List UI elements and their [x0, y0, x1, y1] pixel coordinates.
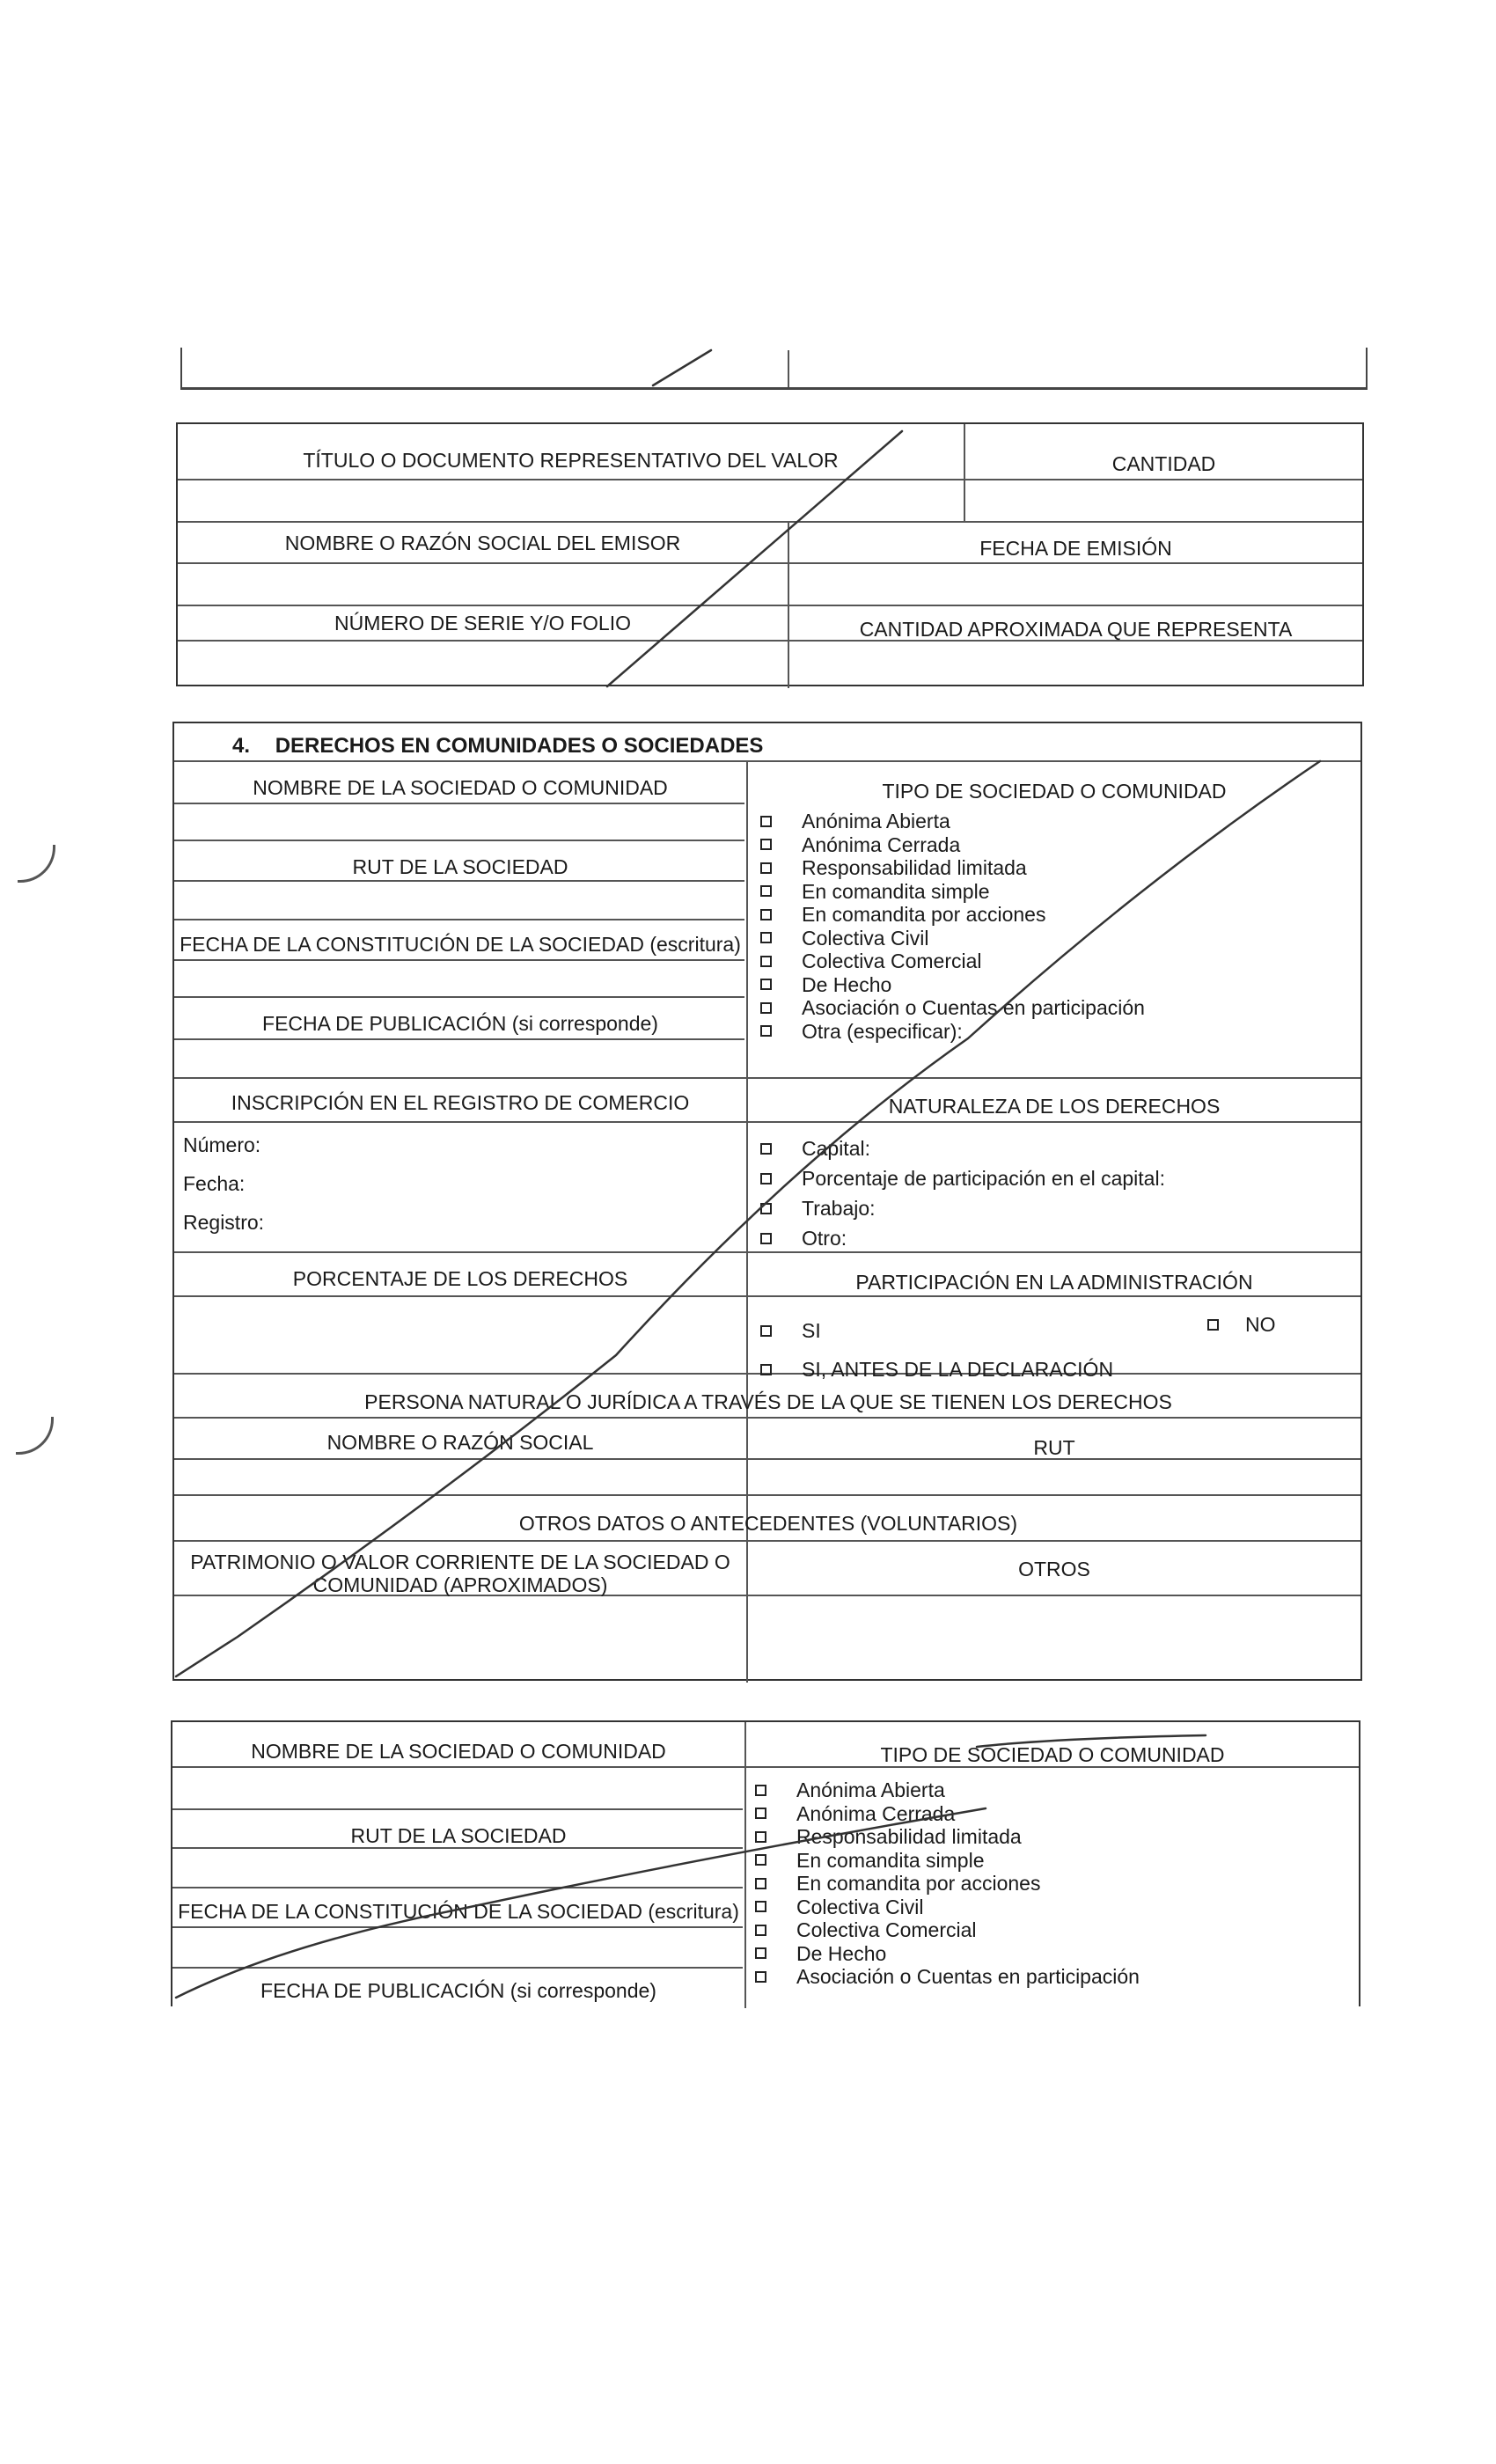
company-type-option[interactable]: En comandita por acciones	[760, 903, 1145, 927]
equity-value-label-2: COMUNIDAD (APROXIMADOS)	[312, 1573, 608, 1596]
company-type-option[interactable]: En comandita por acciones	[755, 1872, 1140, 1896]
publication-date-label: FECHA DE PUBLICACIÓN (si corresponde)	[260, 1979, 656, 2002]
company-type-label: TIPO DE SOCIEDAD O COMUNIDAD	[882, 780, 1227, 803]
company-type-option[interactable]: De Hecho	[760, 973, 1145, 997]
rights-nature-option[interactable]: Porcentaje de participación en el capital:	[760, 1163, 1165, 1193]
constitution-date-label: FECHA DE LA CONSTITUCIÓN DE LA SOCIEDAD (escritura)	[178, 1900, 739, 1923]
company-type-option[interactable]: Responsabilidad limitada	[755, 1825, 1140, 1849]
participation-yes-option[interactable]: SI	[760, 1311, 1113, 1350]
constitution-date-label: FECHA DE LA CONSTITUCIÓN DE LA SOCIEDAD (escritura)	[180, 933, 741, 956]
strike-line	[977, 1735, 1206, 1747]
strike-line	[176, 761, 1320, 1676]
serial-number-label: NÚMERO DE SERIE Y/O FOLIO	[334, 612, 631, 634]
registry-number-label: Número:	[183, 1133, 261, 1156]
participation-yes-before-option[interactable]: SI, ANTES DE LA DECLARACIÓN	[760, 1350, 1113, 1389]
rights-nature-option[interactable]: Trabajo:	[760, 1193, 1165, 1223]
quantity-label: CANTIDAD	[1111, 452, 1216, 475]
company-type-option[interactable]: Colectiva Civil	[755, 1896, 1140, 1919]
company-name-label: NOMBRE DE LA SOCIEDAD O COMUNIDAD	[253, 776, 668, 799]
section-title: DERECHOS EN COMUNIDADES O SOCIEDADES	[275, 734, 764, 758]
company-type-option[interactable]: Otra (especificar):	[760, 1020, 1145, 1044]
issue-date-label: FECHA DE EMISIÓN	[979, 537, 1172, 560]
strike-line	[607, 431, 902, 686]
administration-participation-label: PARTICIPACIÓN EN LA ADMINISTRACIÓN	[855, 1271, 1253, 1294]
company-rut-label: RUT DE LA SOCIEDAD	[350, 1824, 567, 1847]
company-type-option[interactable]: Asociación o Cuentas en participación	[760, 996, 1145, 1020]
company-type-option[interactable]: De Hecho	[755, 1942, 1140, 1966]
rights-nature-label: NATURALEZA DE LOS DERECHOS	[888, 1095, 1221, 1118]
strike-line	[653, 350, 711, 385]
rights-percentage-label: PORCENTAJE DE LOS DERECHOS	[292, 1267, 628, 1290]
strike-line	[176, 1808, 986, 1998]
intermediary-name-label: NOMBRE O RAZÓN SOCIAL	[326, 1431, 594, 1454]
company-name-label: NOMBRE DE LA SOCIEDAD O COMUNIDAD	[251, 1740, 666, 1763]
intermediary-person-label: PERSONA NATURAL O JURÍDICA A TRAVÉS DE LA QUE SE TIENEN LOS DERECHOS	[364, 1390, 1172, 1413]
participation-no-item[interactable]: NO	[1207, 1313, 1276, 1337]
rights-nature-option[interactable]: Otro:	[760, 1223, 1165, 1253]
title-document-label: TÍTULO O DOCUMENTO REPRESENTATIVO DEL VALOR	[303, 449, 839, 472]
company-type-option[interactable]: Colectiva Comercial	[760, 950, 1145, 973]
section-number: 4.	[232, 734, 251, 758]
intermediary-rut-label: RUT	[1033, 1436, 1075, 1459]
issuer-name-label: NOMBRE O RAZÓN SOCIAL DEL EMISOR	[284, 532, 681, 554]
approx-quantity-label: CANTIDAD APROXIMADA QUE REPRESENTA	[859, 618, 1293, 641]
company-type-option[interactable]: Asociación o Cuentas en participación	[755, 1965, 1140, 1989]
company-type-option[interactable]: En comandita simple	[760, 880, 1145, 904]
rights-nature-option[interactable]: Capital:	[760, 1133, 1165, 1163]
registry-name-label: Registro:	[183, 1211, 265, 1234]
equity-value-label-1: PATRIMONIO O VALOR CORRIENTE DE LA SOCIEDAD O	[190, 1551, 730, 1573]
company-type-option[interactable]: En comandita simple	[755, 1849, 1140, 1873]
other-data-label: OTROS DATOS O ANTECEDENTES (VOLUNTARIOS)	[518, 1512, 1018, 1535]
company-type-option[interactable]: Anónima Abierta	[760, 810, 1145, 833]
company-type-option[interactable]: Colectiva Civil	[760, 927, 1145, 950]
company-type-option[interactable]: Anónima Cerrada	[755, 1802, 1140, 1826]
commerce-registry-label: INSCRIPCIÓN EN EL REGISTRO DE COMERCIO	[231, 1091, 690, 1114]
company-type-option[interactable]: Colectiva Comercial	[755, 1918, 1140, 1942]
others-label: OTROS	[1018, 1558, 1090, 1580]
company-rut-label: RUT DE LA SOCIEDAD	[352, 855, 568, 878]
company-type-option[interactable]: Anónima Abierta	[755, 1778, 1140, 1802]
company-type-label: TIPO DE SOCIEDAD O COMUNIDAD	[880, 1743, 1225, 1766]
company-type-option[interactable]: Responsabilidad limitada	[760, 856, 1145, 880]
registry-date-label: Fecha:	[183, 1172, 246, 1195]
company-type-option[interactable]: Anónima Cerrada	[760, 833, 1145, 857]
publication-date-label: FECHA DE PUBLICACIÓN (si corresponde)	[262, 1012, 658, 1035]
